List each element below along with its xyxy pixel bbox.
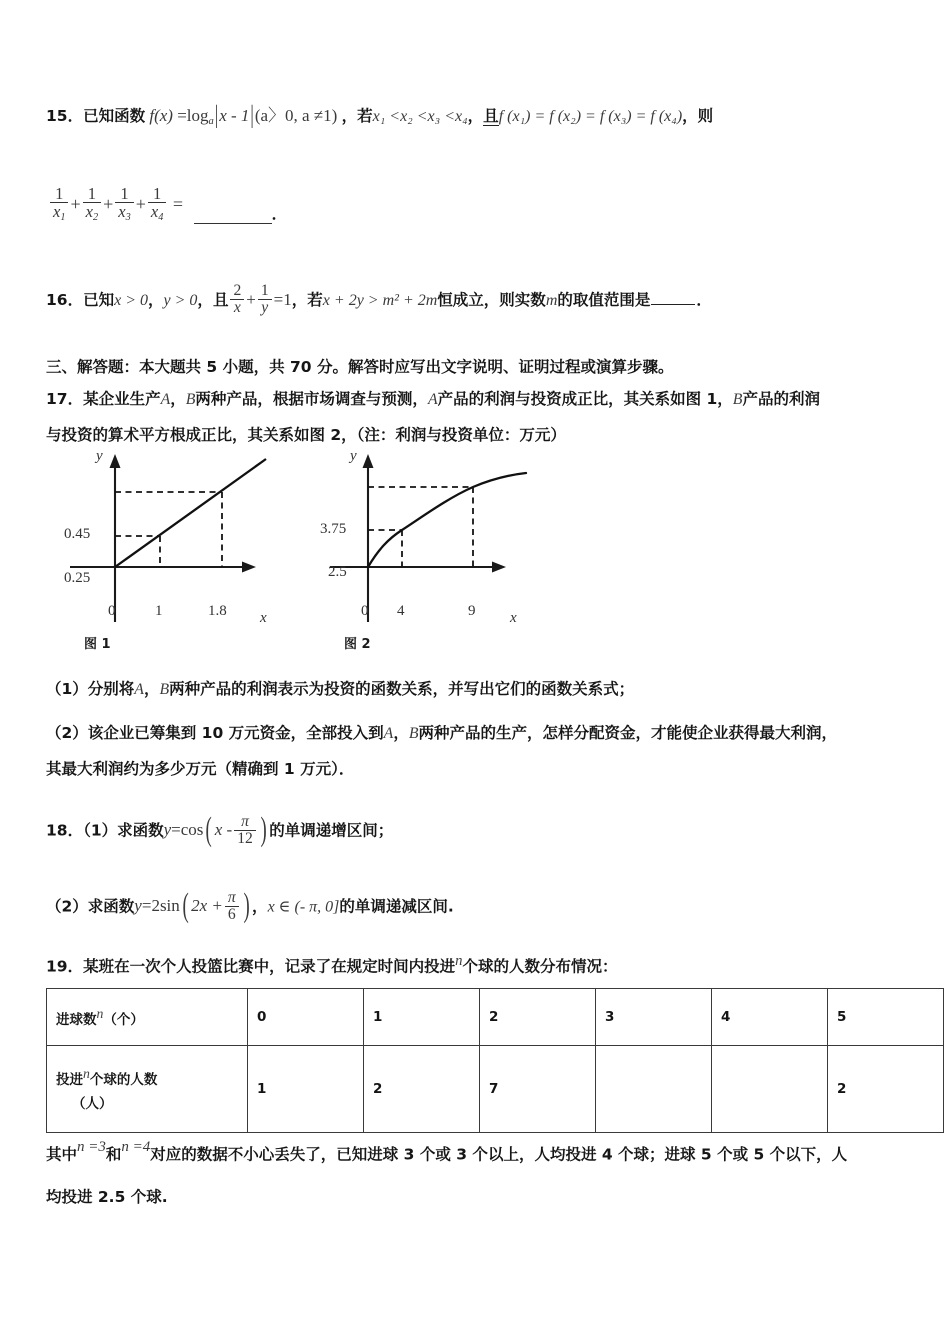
abs-open-icon: | [214, 100, 219, 129]
figure-1 [64, 448, 320, 652]
paren-open-icon: ( [205, 811, 213, 848]
q17-p2-text: 两种产品的生产，怎样分配资金，才能使企业获得最大利润， [418, 724, 837, 742]
fig1-x-axis-label: x [260, 610, 267, 626]
fig2-ytick-375: 3.75 [320, 521, 347, 537]
q17-comma-a: ， [170, 390, 186, 408]
q17-p2-comma: ， [393, 724, 409, 742]
row1-label-pre: 进球数 [56, 1011, 97, 1028]
fig1-ytick-025: 0.25 [64, 570, 91, 586]
q19-note-he: 和 [105, 1145, 122, 1164]
q18-p2-comma: ， [252, 897, 268, 916]
q17-l1a: 某企业生产 [83, 390, 161, 408]
q16-lead: 已知 [83, 290, 115, 309]
question-15 [46, 100, 926, 130]
q19-note-n3: n =3 [77, 1139, 106, 1155]
paren2-open-icon: ( [182, 887, 189, 924]
frac-1-x2: $\frac{1}{x_2}$ [83, 185, 101, 224]
q17-A2: A [427, 391, 438, 408]
q18-p1-formula: y=cos( x - $\frac{\pi}{12}$ ) [164, 820, 270, 839]
q17-part-1 [46, 678, 934, 702]
q15-log: log [186, 106, 209, 125]
frac-1-y: $\frac{1}{y}$ [258, 283, 272, 317]
fig1-y-axis-label: y [96, 448, 103, 464]
q17-p2-prefix: （2）该企业已筹集到 10 万元资金，全部投入到 [46, 724, 384, 742]
q15-comma1: ， [341, 107, 358, 125]
section-3-heading: 三、解答题：本大题共 5 小题，共 70 分。解答时应写出文字说明、证明过程或演算步骤。 [46, 358, 674, 376]
q15-sum-visual: $\frac{1}{x_1}$ + $\frac{1}{x_2}$ + $\frac{1}{x_3}$ + $\frac{1}{x_4}$ = [48, 194, 188, 214]
q19-note-post: 对应的数据不小心丢失了，已知进球 3 个或 3 个以上，人均投进 4 个球；进球 5 个或 5 个以下，人 [150, 1145, 848, 1164]
q16-heng: 恒成立，则实数 [437, 290, 546, 309]
table-cell-score-2: 2 [480, 989, 596, 1046]
row2-label-line2: （人） [72, 1096, 113, 1113]
table-cell-score-5: 5 [828, 989, 944, 1046]
q17-l1b: 两种产品，根据市场调查与预测， [195, 390, 428, 408]
figure-2 [320, 448, 580, 652]
q15-comma3: ， [682, 107, 698, 125]
q18-p2-prefix: （2）求函数 [46, 897, 135, 916]
table-cell-count-3 [596, 1046, 712, 1133]
table-cell-score-4: 4 [712, 989, 828, 1046]
q16-m: m [545, 291, 558, 309]
q16-period: ． [696, 290, 712, 309]
q17-number: 17． [46, 390, 84, 408]
q15-answer-blank[interactable] [194, 222, 272, 224]
q19-note-line1 [46, 1136, 934, 1167]
q19-note-line2: 均投进 2.5 个球. [46, 1188, 168, 1206]
q16-comma2: ， [197, 290, 213, 309]
q18-number: 18． [46, 821, 84, 840]
row1-label-post: （个） [103, 1011, 144, 1028]
q16-comma3: ， [291, 290, 308, 309]
q19-note-pre: 其中 [46, 1145, 78, 1164]
paren-close-icon: ) [260, 811, 267, 848]
q18-p1-tail: 的单调递增区间； [269, 821, 394, 840]
fig2-caption: 图 2 [344, 637, 371, 652]
q16-ruo: 若 [307, 290, 323, 309]
q19-tail: 个球的人数分布情况： [462, 957, 618, 976]
fig2-xtick-4: 4 [397, 603, 405, 619]
frac-1-x3: $\frac{1}{x_3}$ [115, 185, 133, 224]
q18-p2-tail: 的单调递减区间. [339, 897, 454, 916]
abs-close-icon: | [250, 100, 254, 129]
fig2-ytick-25: 2.5 [328, 564, 347, 580]
table-cell-count-2: 7 [480, 1046, 596, 1133]
question-18-part-1 [46, 806, 934, 857]
fig2-origin: 0 [361, 603, 369, 619]
row1-label-var: n [96, 1006, 104, 1022]
q16-number: 16． [46, 290, 84, 309]
q15-period: ． [271, 204, 288, 223]
q16-x-pos: x > 0 [114, 291, 148, 309]
table-cell-score-1: 1 [364, 989, 480, 1046]
q17-part-2-line2: 其最大利润约为多少万元（精确到 1 万元）． [46, 760, 355, 778]
figure-1-svg [70, 450, 320, 625]
q19-number: 19． [46, 957, 84, 976]
q16-comma1: ， [148, 290, 164, 309]
basketball-stats-table [46, 988, 944, 1133]
question-16 [46, 284, 936, 318]
q17-p1-text: 两种产品的利润表示为投资的函数关系，并写出它们的函数关系式； [169, 680, 635, 698]
q17-p1-comma: ， [143, 680, 160, 698]
table-cell-score-0: 0 [248, 989, 364, 1046]
frac-2-x: $\frac{2}{x}$ [230, 283, 244, 317]
q17-B: B [185, 391, 196, 408]
table-cell-count-4 [712, 1046, 828, 1133]
q16-equation: $\frac{2}{x}$ + $\frac{1}{y}$ =1 [228, 290, 291, 309]
q17-l1c: 产品的利润与投资成正比，其关系如图 1， [437, 390, 733, 408]
frac-1-x1: $\frac{1}{x_1}$ [50, 185, 68, 224]
q15-feq: f (x₁) = f (x₂) = f (x₃) = f (x₄) [498, 108, 683, 125]
q15-number: 15． [46, 107, 84, 125]
q17-B2: B [732, 391, 743, 408]
row2-label-var: n [83, 1065, 90, 1081]
row2-label-pre: 投进 [56, 1071, 83, 1088]
q16-ineq: x + 2y > m² + 2m [322, 291, 438, 309]
q19-note-n4: n =4 [121, 1139, 151, 1155]
q15-log-base: a [208, 115, 214, 127]
q19-lead: 某班在一次个人投篮比赛中，记录了在规定时间内投进 [83, 957, 456, 976]
q15-ze: 则 [697, 107, 714, 125]
q15-qie: 且 [483, 107, 499, 125]
q17-p2-B: B [408, 725, 419, 742]
q16-qie: 且 [212, 290, 229, 309]
q15-sum-expression [48, 186, 287, 225]
question-18-part-2 [46, 882, 934, 933]
fig2-y-axis-label: y [350, 448, 357, 464]
fig1-xtick-18: 1.8 [208, 603, 227, 619]
q15-formula [145, 100, 341, 129]
q15-abs-inner: x - 1 [219, 106, 250, 125]
q17-l1d: 产品的利润 [742, 390, 820, 408]
q15-args: (x) [154, 106, 173, 125]
q17-p1-A: A [134, 681, 144, 698]
fig1-xtick-1: 1 [155, 603, 163, 619]
q17-A: A [160, 391, 171, 408]
q15-eq: = [177, 106, 187, 125]
table-row-scores [47, 989, 944, 1046]
paren2-close-icon: ) [243, 887, 250, 924]
q17-part-2 [46, 722, 934, 746]
q16-y-pos: y > 0 [163, 291, 198, 309]
table-cell-count-0: 1 [248, 1046, 364, 1133]
q16-answer-blank[interactable] [651, 291, 695, 305]
q17-p2-A: A [383, 725, 394, 742]
q15-cond: (a〉0, a ≠1) [254, 106, 338, 125]
row1-label-cell [47, 989, 248, 1046]
fig2-x-axis-label: x [510, 610, 517, 626]
row2-label-cell [47, 1046, 248, 1133]
q18-p1-prefix: （1）求函数 [83, 821, 164, 840]
q17-p1-B: B [159, 681, 170, 698]
fig2-xtick-9: 9 [468, 603, 476, 619]
question-19 [46, 950, 934, 979]
q18-p2-domain: x ∈ (- π, 0] [267, 898, 340, 916]
q18-p2-formula: y=2sin( 2x + $\frac{\pi}{6}$ ) [134, 896, 252, 915]
q15-ineq: x₁ <x₂ <x₃ <x₄ [372, 108, 468, 125]
question-17-line1 [46, 388, 934, 412]
q15-lead: 已知函数 [83, 107, 146, 125]
q19-n-var: n [455, 953, 463, 969]
table-cell-count-1: 2 [364, 1046, 480, 1133]
q15-f: f [149, 106, 155, 125]
fig1-ytick-045: 0.45 [64, 526, 91, 542]
question-17-line2: 与投资的算术平方根成正比，其关系如图 2，（注：利润与投资单位：万元） [46, 426, 566, 444]
table-row-counts [47, 1046, 944, 1133]
table-cell-score-3: 3 [596, 989, 712, 1046]
frac-pi-12: $\frac{\pi}{12}$ [234, 814, 256, 848]
fig1-caption: 图 1 [84, 637, 111, 652]
q17-p1-prefix: （1）分别将 [46, 680, 135, 698]
figure-2-svg [330, 450, 580, 625]
frac-1-x4: $\frac{1}{x_4}$ [148, 185, 166, 224]
frac-pi-6: $\frac{\pi}{6}$ [225, 890, 239, 924]
q15-comma2: ， [467, 107, 484, 125]
q15-ruo: 若 [357, 107, 373, 125]
q16-tail: 的取值范围是 [557, 290, 651, 309]
fig1-origin: 0 [108, 603, 116, 619]
table-cell-count-5: 2 [828, 1046, 944, 1133]
row2-label-post: 个球的人数 [89, 1071, 158, 1088]
